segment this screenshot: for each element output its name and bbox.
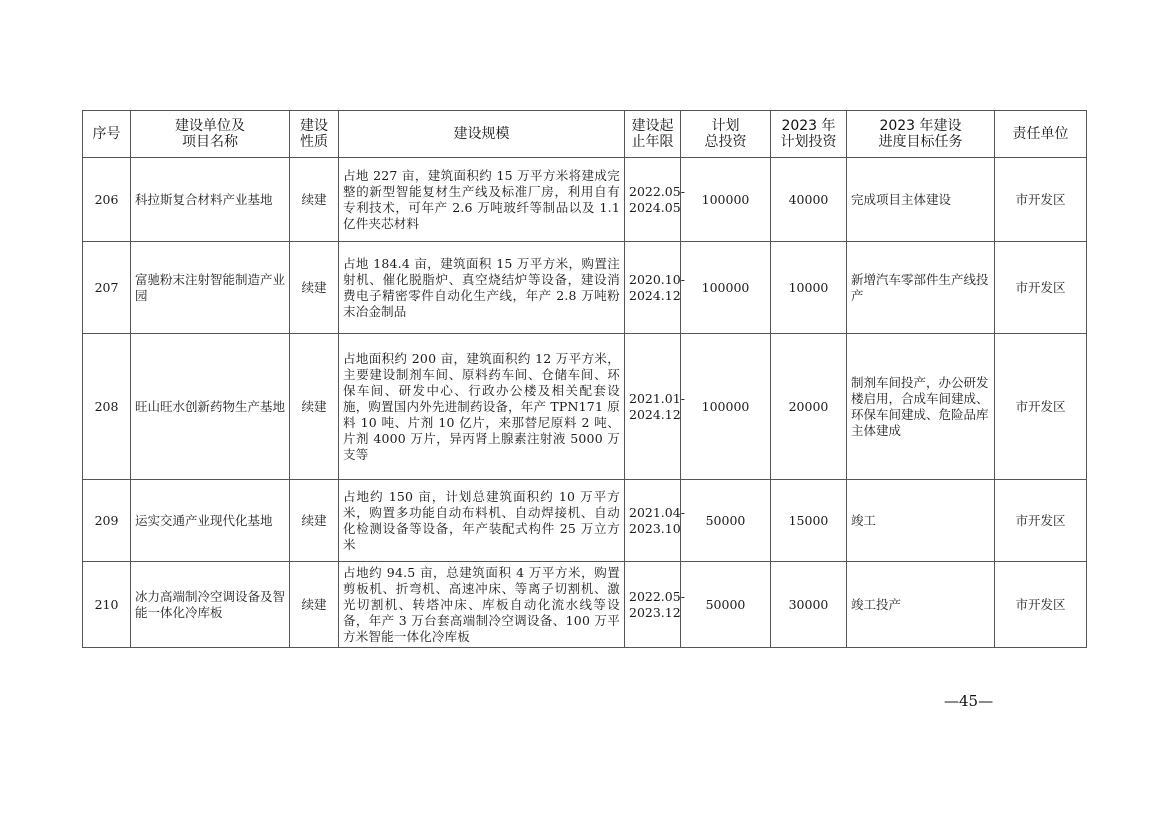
cell-nature: 续建 — [290, 480, 339, 562]
table-row — [83, 334, 1087, 480]
header-unit: 责任单位 — [995, 111, 1087, 158]
table-row — [83, 562, 1087, 648]
cell-project-name: 旺山旺水创新药物生产基地 — [131, 334, 290, 480]
project-table — [82, 110, 1087, 648]
table-row — [83, 158, 1087, 242]
cell-total-investment: 100000 — [681, 334, 771, 480]
cell-project-name: 科拉斯复合材料产业基地 — [131, 158, 290, 242]
cell-plan-2023: 40000 — [771, 158, 847, 242]
cell-plan-2023: 30000 — [771, 562, 847, 648]
cell-period: 2022.05- 2024.05 — [625, 158, 681, 242]
cell-responsible-unit: 市开发区 — [995, 480, 1087, 562]
cell-seq: 210 — [83, 562, 131, 648]
cell-responsible-unit: 市开发区 — [995, 334, 1087, 480]
cell-total-investment: 100000 — [681, 242, 771, 334]
cell-project-name: 冰力高端制冷空调设备及智能一体化冷库板 — [131, 562, 290, 648]
cell-period: 2021.04- 2023.10 — [625, 480, 681, 562]
header-plan2023: 2023 年 计划投资 — [771, 111, 847, 158]
cell-nature: 续建 — [290, 562, 339, 648]
cell-nature: 续建 — [290, 158, 339, 242]
table-row — [83, 242, 1087, 334]
cell-responsible-unit: 市开发区 — [995, 562, 1087, 648]
cell-seq: 206 — [83, 158, 131, 242]
cell-project-name: 富驰粉末注射智能制造产业园 — [131, 242, 290, 334]
header-total: 计划 总投资 — [681, 111, 771, 158]
header-nature: 建设 性质 — [290, 111, 339, 158]
cell-scale: 占地约 150 亩，计划总建筑面积约 10 万平方米，购置多功能自动布料机、自动焊接机、自动化检测设备等设备，年产装配式构件 25 万立方米 — [339, 480, 625, 562]
cell-total-investment: 50000 — [681, 480, 771, 562]
page-number: —45— — [944, 692, 994, 710]
cell-goal: 竣工 — [847, 480, 995, 562]
cell-period: 2022.05- 2023.12 — [625, 562, 681, 648]
header-goal: 2023 年建设 进度目标任务 — [847, 111, 995, 158]
cell-seq: 208 — [83, 334, 131, 480]
cell-period: 2020.10- 2024.12 — [625, 242, 681, 334]
cell-plan-2023: 20000 — [771, 334, 847, 480]
table-header-row — [83, 111, 1087, 158]
header-name: 建设单位及 项目名称 — [131, 111, 290, 158]
cell-nature: 续建 — [290, 334, 339, 480]
cell-plan-2023: 15000 — [771, 480, 847, 562]
cell-goal: 完成项目主体建设 — [847, 158, 995, 242]
cell-scale: 占地约 94.5 亩，总建筑面积 4 万平方米，购置剪板机、折弯机、高速冲床、等离子切割机、激光切割机、转塔冲床、库板自动化流水线等设备，年产 3 万台套高端制冷空调设备、100 万平方米智能一体化冷库板 — [339, 562, 625, 648]
cell-project-name: 运实交通产业现代化基地 — [131, 480, 290, 562]
cell-nature: 续建 — [290, 242, 339, 334]
cell-goal: 竣工投产 — [847, 562, 995, 648]
cell-total-investment: 50000 — [681, 562, 771, 648]
cell-total-investment: 100000 — [681, 158, 771, 242]
cell-goal: 新增汽车零部件生产线投产 — [847, 242, 995, 334]
cell-responsible-unit: 市开发区 — [995, 242, 1087, 334]
cell-scale: 占地面积约 200 亩，建筑面积约 12 万平方米，主要建设制剂车间、原料药车间、仓储车间、环保车间、研发中心、行政办公楼及相关配套设施，购置国内外先进制药设备，年产 TPN171 原料 10 吨、片剂 10 亿片，来那替尼原料 2 吨、片剂 4000 万片，异丙肾上腺素注射液 5000 万支等 — [339, 334, 625, 480]
header-seq: 序号 — [83, 111, 131, 158]
cell-scale: 占地 184.4 亩，建筑面积 15 万平方米，购置注射机、催化脱脂炉、真空烧结炉等设备，建设消费电子精密零件自动化生产线，年产 2.8 万吨粉末冶金制品 — [339, 242, 625, 334]
header-period: 建设起 止年限 — [625, 111, 681, 158]
cell-goal: 制剂车间投产，办公研发楼启用，合成车间建成、环保车间建成、危险品库主体建成 — [847, 334, 995, 480]
table-row — [83, 480, 1087, 562]
cell-period: 2021.01- 2024.12 — [625, 334, 681, 480]
cell-scale: 占地 227 亩，建筑面积约 15 万平方米将建成完整的新型智能复材生产线及标准厂房，利用自有专利技术，可年产 2.6 万吨玻纤等制品以及 1.1 亿件夹芯材料 — [339, 158, 625, 242]
cell-seq: 209 — [83, 480, 131, 562]
cell-plan-2023: 10000 — [771, 242, 847, 334]
cell-seq: 207 — [83, 242, 131, 334]
header-scale: 建设规模 — [339, 111, 625, 158]
cell-responsible-unit: 市开发区 — [995, 158, 1087, 242]
